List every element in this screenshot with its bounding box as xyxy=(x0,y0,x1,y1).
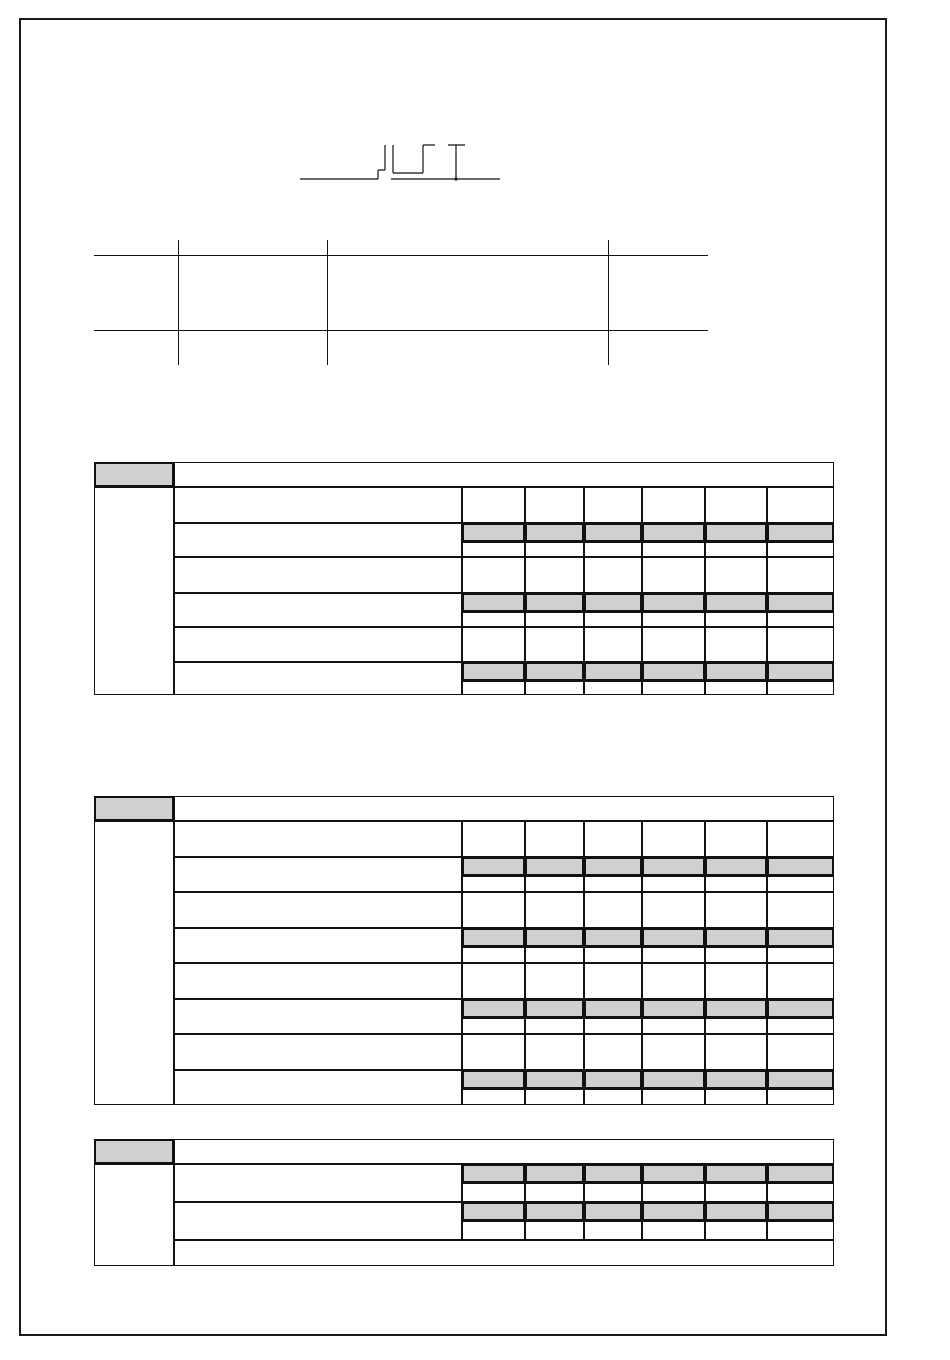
grid-shaded-cell xyxy=(705,1164,767,1183)
grid-value-cell xyxy=(705,1221,767,1240)
grid-shaded-cell xyxy=(525,999,584,1018)
grid-value-cell xyxy=(584,487,642,523)
grid-value-cell xyxy=(462,947,525,963)
grid-shaded-cell xyxy=(642,1202,705,1221)
grid-value-cell xyxy=(584,963,642,999)
grid-value-cell xyxy=(705,542,767,557)
grid-row-label xyxy=(174,1034,462,1070)
grid-value-cell xyxy=(705,1018,767,1034)
grid-value-cell xyxy=(584,1034,642,1070)
grid-value-cell xyxy=(767,892,834,928)
grid-shaded-cell xyxy=(767,999,834,1018)
grid-shaded-cell xyxy=(525,593,584,612)
grid-value-cell xyxy=(462,627,525,662)
grid-shaded-cell xyxy=(705,857,767,876)
grid-value-cell xyxy=(525,612,584,627)
grid-value-cell xyxy=(525,1089,584,1105)
grid-shaded-cell xyxy=(767,857,834,876)
grid-value-cell xyxy=(462,892,525,928)
grid-value-cell xyxy=(525,681,584,695)
grid-value-cell xyxy=(462,487,525,523)
grid-value-cell xyxy=(462,1089,525,1105)
grid-shaded-cell xyxy=(584,593,642,612)
grid-value-cell xyxy=(705,821,767,857)
grid-value-cell xyxy=(462,557,525,593)
grid-shaded-cell xyxy=(642,928,705,947)
grid-value-cell xyxy=(584,947,642,963)
grid-value-cell xyxy=(584,1183,642,1202)
grid-value-cell xyxy=(525,892,584,928)
grid-header-row xyxy=(174,796,834,821)
grid-value-cell xyxy=(642,947,705,963)
grid-shaded-cell xyxy=(705,523,767,542)
grid-value-cell xyxy=(584,681,642,695)
grid-row-label xyxy=(174,1164,462,1202)
grid-value-cell xyxy=(584,1089,642,1105)
grid-shaded-cell xyxy=(642,999,705,1018)
grid-value-cell xyxy=(642,1221,705,1240)
grid-value-cell xyxy=(525,487,584,523)
grid-shaded-cell xyxy=(525,1070,584,1089)
grid-value-cell xyxy=(525,542,584,557)
grid-value-cell xyxy=(705,681,767,695)
grid-value-cell xyxy=(705,876,767,892)
grid-value-cell xyxy=(462,1183,525,1202)
grid-shaded-cell xyxy=(767,593,834,612)
grid-value-cell xyxy=(462,681,525,695)
grid-shaded-cell xyxy=(767,1164,834,1183)
grid-row-label xyxy=(174,627,462,662)
grid-header-row xyxy=(174,1139,834,1164)
grid-value-cell xyxy=(705,612,767,627)
grid-shaded-cell xyxy=(767,1070,834,1089)
dimension-bracket-drawing xyxy=(295,140,505,185)
grid-value-cell xyxy=(525,557,584,593)
grid-value-cell xyxy=(767,557,834,593)
grid-value-cell xyxy=(462,1034,525,1070)
grid-value-cell xyxy=(525,1034,584,1070)
grid-shaded-cell xyxy=(525,928,584,947)
grid-row-label xyxy=(174,857,462,892)
grid-value-cell xyxy=(525,963,584,999)
grid-value-cell xyxy=(705,557,767,593)
grid-value-cell xyxy=(642,892,705,928)
grid-value-cell xyxy=(462,542,525,557)
grid-footer xyxy=(174,1240,834,1266)
grid-value-cell xyxy=(767,627,834,662)
grid-value-cell xyxy=(767,1034,834,1070)
grid-header-row xyxy=(174,462,834,487)
grid-value-cell xyxy=(642,557,705,593)
grid-shaded-cell xyxy=(462,523,525,542)
grid-side-column xyxy=(94,1164,174,1266)
grid-row-label xyxy=(174,662,462,695)
grid-shaded-cell xyxy=(462,662,525,681)
grid-shaded-cell xyxy=(525,857,584,876)
grid-shaded-cell xyxy=(584,1070,642,1089)
grid-value-cell xyxy=(767,487,834,523)
grid-value-cell xyxy=(767,1018,834,1034)
grid-value-cell xyxy=(705,1034,767,1070)
grid-value-cell xyxy=(705,627,767,662)
grid-shaded-cell xyxy=(642,1070,705,1089)
grid-value-cell xyxy=(584,1221,642,1240)
grid-shaded-cell xyxy=(642,662,705,681)
grid-shaded-cell xyxy=(525,1164,584,1183)
grid-value-cell xyxy=(584,542,642,557)
grid-shaded-cell xyxy=(525,662,584,681)
grid-shaded-cell xyxy=(705,662,767,681)
grid-value-cell xyxy=(642,1089,705,1105)
grid-shaded-cell xyxy=(767,1202,834,1221)
grid-value-cell xyxy=(525,627,584,662)
grid-value-cell xyxy=(525,1183,584,1202)
grid-shaded-cell xyxy=(462,1070,525,1089)
grid-row-label xyxy=(174,593,462,627)
grid-shaded-cell xyxy=(705,1202,767,1221)
grid-value-cell xyxy=(642,542,705,557)
grid-shaded-cell xyxy=(705,928,767,947)
grid-row-label xyxy=(174,821,462,857)
grid-value-cell xyxy=(525,876,584,892)
grid-value-cell xyxy=(584,557,642,593)
grid-value-cell xyxy=(767,1089,834,1105)
grid-shaded-cell xyxy=(584,1202,642,1221)
grid-value-cell xyxy=(525,1018,584,1034)
grid-value-cell xyxy=(767,963,834,999)
grid-value-cell xyxy=(642,876,705,892)
grid-shaded-cell xyxy=(462,857,525,876)
grid-shaded-cell xyxy=(525,1202,584,1221)
grid-shaded-cell xyxy=(642,593,705,612)
grid-value-cell xyxy=(767,1183,834,1202)
grid-row-label xyxy=(174,963,462,999)
grid-side-column xyxy=(94,487,174,695)
grid-row-label xyxy=(174,892,462,928)
grid-value-cell xyxy=(642,821,705,857)
grid-value-cell xyxy=(705,487,767,523)
grid-value-cell xyxy=(642,487,705,523)
grid-value-cell xyxy=(642,1034,705,1070)
grid-value-cell xyxy=(642,963,705,999)
grid-side-column xyxy=(94,821,174,1105)
grid-row-label xyxy=(174,1202,462,1240)
grid-value-cell xyxy=(584,1018,642,1034)
grid-value-cell xyxy=(705,947,767,963)
grid-shaded-cell xyxy=(462,593,525,612)
grid-value-cell xyxy=(584,612,642,627)
grid-shaded-cell xyxy=(462,999,525,1018)
grid-value-cell xyxy=(462,876,525,892)
grid-shaded-cell xyxy=(705,593,767,612)
grid-shaded-cell xyxy=(584,999,642,1018)
grid-value-cell xyxy=(767,542,834,557)
grid-shaded-cell xyxy=(642,523,705,542)
grid-row-label xyxy=(174,928,462,963)
grid-value-cell xyxy=(767,821,834,857)
grid-shaded-cell xyxy=(642,1164,705,1183)
grid-value-cell xyxy=(705,1183,767,1202)
grid-value-cell xyxy=(767,681,834,695)
grid-value-cell xyxy=(584,892,642,928)
grid-header-tag xyxy=(94,796,174,821)
grid-shaded-cell xyxy=(767,523,834,542)
grid-shaded-cell xyxy=(462,1202,525,1221)
grid-value-cell xyxy=(705,963,767,999)
grid-shaded-cell xyxy=(584,1164,642,1183)
grid-shaded-cell xyxy=(705,999,767,1018)
grid-shaded-cell xyxy=(767,928,834,947)
grid-value-cell xyxy=(767,612,834,627)
grid-shaded-cell xyxy=(584,523,642,542)
grid-value-cell xyxy=(705,892,767,928)
grid-shaded-cell xyxy=(584,662,642,681)
grid-value-cell xyxy=(705,1089,767,1105)
grid-value-cell xyxy=(642,612,705,627)
grid-value-cell xyxy=(767,1221,834,1240)
grid-value-cell xyxy=(525,1221,584,1240)
grid-shaded-cell xyxy=(584,857,642,876)
grid-value-cell xyxy=(462,612,525,627)
grid-value-cell xyxy=(462,1221,525,1240)
grid-row-label xyxy=(174,487,462,523)
grid-header-tag xyxy=(94,462,174,487)
grid-header-tag xyxy=(94,1139,174,1164)
grid-value-cell xyxy=(525,947,584,963)
grid-shaded-cell xyxy=(705,1070,767,1089)
grid-shaded-cell xyxy=(462,928,525,947)
grid-value-cell xyxy=(525,821,584,857)
grid-shaded-cell xyxy=(642,857,705,876)
grid-value-cell xyxy=(462,821,525,857)
grid-value-cell xyxy=(462,1018,525,1034)
grid-value-cell xyxy=(767,876,834,892)
grid-value-cell xyxy=(642,1018,705,1034)
grid-row-label xyxy=(174,557,462,593)
grid-shaded-cell xyxy=(525,523,584,542)
grid-value-cell xyxy=(642,627,705,662)
grid-row-label xyxy=(174,999,462,1034)
grid-value-cell xyxy=(642,1183,705,1202)
grid-value-cell xyxy=(584,627,642,662)
grid-value-cell xyxy=(642,681,705,695)
grid-value-cell xyxy=(584,821,642,857)
grid-row-label xyxy=(174,1070,462,1105)
grid-shaded-cell xyxy=(462,1164,525,1183)
grid-value-cell xyxy=(462,963,525,999)
grid-value-cell xyxy=(584,876,642,892)
grid-value-cell xyxy=(767,947,834,963)
grid-shaded-cell xyxy=(767,662,834,681)
grid-row-label xyxy=(174,523,462,557)
grid-shaded-cell xyxy=(584,928,642,947)
